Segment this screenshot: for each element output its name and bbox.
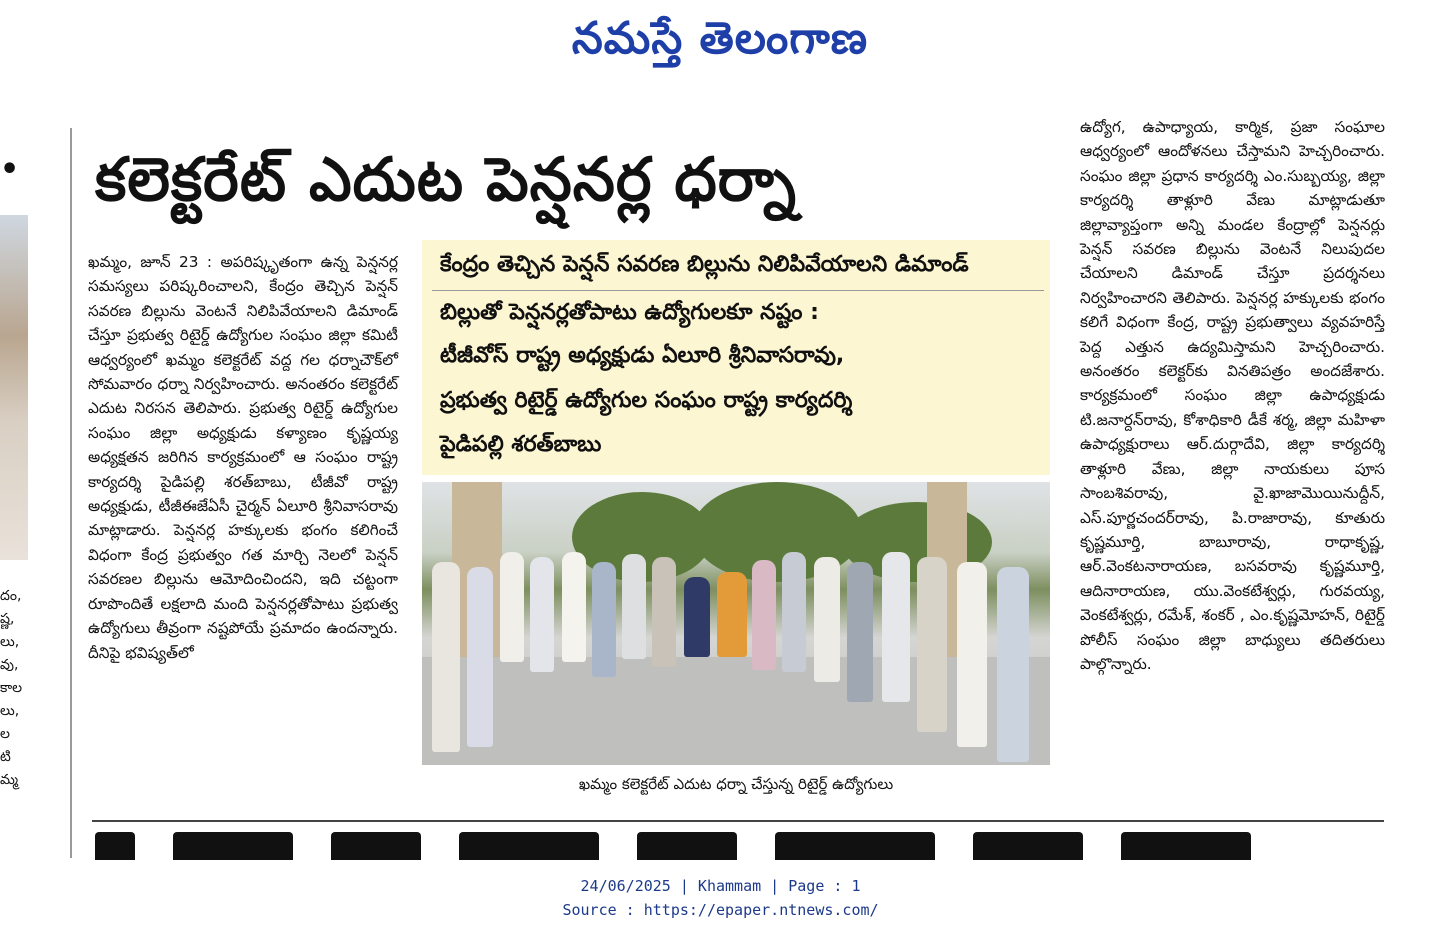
masthead-logo: నమస్తే తెలంగాణ <box>571 13 869 64</box>
article-body-left: ఖమ్మం, జూన్ 23 : అపరిష్కృతంగా ఉన్న పెన్షనర్ల సమస్యలు పరిష్కరించాలని, కేంద్రం తెచ్చిన పెన్షన్ సవరణ బిల్లును వెంటనే నిలిపివేయాలని డిమాండ్ చేస్తూ ప్రభుత్వ రిటైర్డ్ ఉద్యోగుల సంఘం జిల్లా కమిటీ ఆధ్వర్యంలో ఖమ్మం కలెక్టరేట్ వద్ద గల ధర్నాచౌక్‌లో సోమవారం ధర్నా నిర్వహించారు. అనంతరం కలెక్టరేట్ ఎదుట నిరసన తెలిపారు. ప్రభుత్వ రిటైర్డ్ ఉద్యోగుల సంఘం జిల్లా అధ్యక్షుడు కళ్యాణం కృష్ణయ్య అధ్యక్షతన జరిగిన కార్యక్రమంలో ఆ సంఘం రాష్ట్ర కార్యదర్శి పైడిపల్లి శరత్‌బాబు, టీజీవో రాష్ట్ర అధ్యక్షుడు, టీజీఈజేఏసీ చైర్మన్ ఏలూరి శ్రీనివాసరావు మాట్లాడారు. పెన్షనర్ల హక్కులకు భంగం కలిగించే విధంగా కేంద్ర ప్రభుత్వం గత మార్చి నెలలో పెన్షన్ సవరణల బిల్లును ఆమోదించిందని, ఇది చట్టంగా రూపొందితే లక్షలాది మంది పెన్షనర్లతోపాటు ప్రభుత్వ ఉద్యోగులు తీవ్రంగా నష్టపోయే ప్రమాదం ఉందన్నారు. దీనిపై భవిష్యత్‌లో <box>88 253 398 662</box>
highlight-divider <box>432 290 1044 291</box>
left-fragment: ల <box>0 726 10 742</box>
left-fragment: టి <box>0 749 11 765</box>
article-headline: కలెక్టరేట్ ఎదుట పెన్షనర్ల ధర్నా <box>95 145 797 215</box>
highlight-line: కేంద్రం తెచ్చిన పెన్షన్ సవరణ బిల్లును నిలిపివేయాలని డిమాండ్ <box>440 252 969 277</box>
left-cropped-photo <box>0 215 28 560</box>
left-fragment: వు, <box>0 657 19 673</box>
left-fragment: దం, <box>0 588 22 604</box>
photo-caption: ఖమ్మం కలెక్టరేట్ ఎదుట ధర్నా చేస్తున్న రిటైర్డ్ ఉద్యోగులు <box>578 775 894 793</box>
footer-date-line: 24/06/2025 | Khammam | Page : 1 <box>580 877 861 895</box>
left-cropped-bullet: • <box>0 152 20 187</box>
highlight-line: పైడిపల్లి శరత్‌బాబు <box>440 432 602 457</box>
highlight-line: టీజీవోస్ రాష్ట్ర అధ్యక్షుడు ఏలూరి శ్రీనివాసరావు, <box>440 343 845 368</box>
highlight-line: బిల్లుతో పెన్షనర్లతోపాటు ఉద్యోగులకూ నష్టం : <box>440 300 819 325</box>
protest-photo <box>422 482 1050 765</box>
left-fragment: కాల <box>0 680 23 696</box>
column-divider <box>70 128 72 858</box>
left-fragment: లు, <box>0 703 20 719</box>
left-fragment: ష్ణ, <box>0 611 15 627</box>
highlight-line: ప్రభుత్వ రిటైర్డ్ ఉద్యోగుల సంఘం రాష్ట్ర కార్యదర్శి <box>440 388 853 413</box>
footer-source-line: Source : https://epaper.ntnews.com/ <box>562 901 879 919</box>
left-fragment: మ్మ <box>0 772 19 788</box>
left-fragment: లు, <box>0 634 20 650</box>
cropped-next-headline <box>95 832 1385 860</box>
section-divider <box>92 820 1384 822</box>
left-cropped-text <box>0 585 30 792</box>
article-body-right: ఉద్యోగ, ఉపాధ్యాయ, కార్మిక, ప్రజా సంఘాల ఆధ్వర్యంలో ఆందోళనలు చేస్తామని హెచ్చరించారు. సంఘం జిల్లా ప్రధాన కార్యదర్శి ఎం.సుబ్బయ్య, జిల్లా కార్యదర్శి తాళ్లూరి వేణు మాట్లాడుతూ జిల్లావ్యాప్తంగా అన్ని మండల కేంద్రాల్లో పెన్షనర్లు పెన్షన్ సవరణ బిల్లును వెంటనే నిలుపుదల చేయాలని డిమాండ్ చేస్తూ ప్రదర్శనలు నిర్వహించారని తెలిపారు. పెన్షనర్ల హక్కులకు భంగం కలిగే విధంగా కేంద్ర, రాష్ట్ర ప్రభుత్వాలు వ్యవహరిస్తే పెద్ద ఎత్తున ఉద్యమిస్తామని హెచ్చరించారు. అనంతరం కలెక్టర్‌కు వినతిపత్రం అందజేశారు. కార్యక్రమంలో సంఘం జిల్లా ఉపాధ్యక్షుడు టి.జనార్దన్‌రావు, కోశాధికారి డీకే శర్మ, జిల్లా మహిళా ఉపాధ్యక్షురాలు ఆర్.దుర్గాదేవి, జిల్లా కార్యదర్శి తాళ్లూరి వేణు, జిల్లా నాయకులు పూస సాంబశివరావు, వై.ఖాజామొయినుద్దీన్, ఎస్.పూర్ణచందర్‌రావు, పి.రాజారావు, కూతురు కృష్ణమూర్తి, బాబూరావు, రాధాకృష్ణ, ఆర్.వెంకటనారాయణ, బసవరావు కృష్ణమూర్తి, ఆదినారాయణ, యు.వెంకటేశ్వర్లు, గురవయ్య, వెంకటేశ్వర్లు, రమేశ్, శంకర్ , ఎం.కృష్ణమోహన్, రిటైర్డ్ పోలీస్ సంఘం జిల్లా బాధ్యులు తదితరులు పాల్గొన్నారు. <box>1080 118 1385 673</box>
